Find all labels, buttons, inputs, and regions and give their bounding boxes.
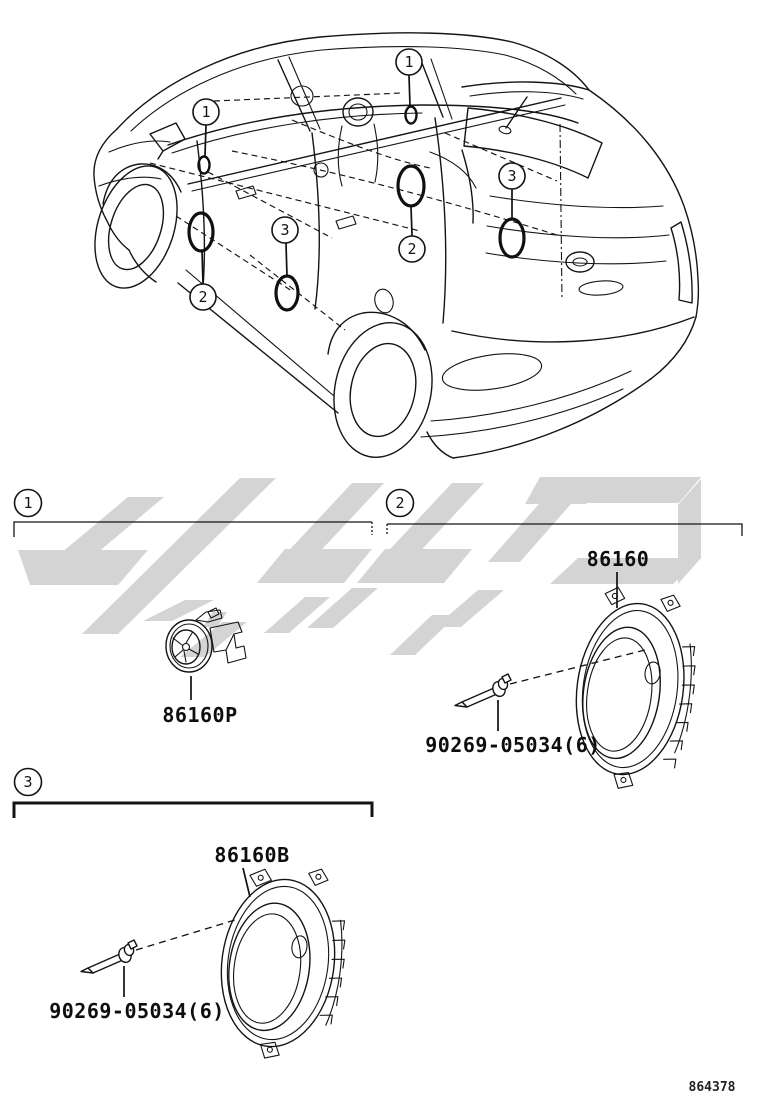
part-number-label-screw-rear: 90269-05034(6) <box>49 999 225 1023</box>
part-number-label-screw-front: 90269-05034(6) <box>425 733 601 757</box>
callout-number: 3 <box>280 221 290 239</box>
callout-number: 1 <box>404 53 414 71</box>
part-number-label-front-door-speaker: 86160 <box>586 547 650 571</box>
section-ref-number: 2 <box>395 494 405 512</box>
rear-door-speaker-illustration <box>209 857 356 1067</box>
car-callouts <box>189 49 525 310</box>
section-3-ref-badge <box>15 769 42 796</box>
callout-number: 3 <box>507 167 517 185</box>
callout-number: 2 <box>407 240 417 258</box>
callout-rear-door-left <box>272 217 298 310</box>
car-body-outline <box>94 33 698 458</box>
label-leader-line <box>243 868 250 897</box>
front-door-speaker-illustration <box>564 584 707 797</box>
callout-front-pillar-right <box>396 49 422 124</box>
section-2-ref-badge <box>387 490 414 517</box>
screw-illustration-rear <box>81 920 235 997</box>
callout-number: 1 <box>201 103 211 121</box>
car-illustration <box>80 33 698 467</box>
part-number-label-rear-door-speaker: 86160B <box>214 843 290 867</box>
screw-illustration-front <box>455 650 645 731</box>
section-ref-number: 1 <box>23 494 33 512</box>
section-3 <box>14 769 372 1068</box>
callout-front-door-right <box>398 166 425 262</box>
callout-rear-door-right <box>499 163 525 257</box>
page-number: 864378 <box>688 1080 736 1095</box>
part-number-label-tweeter: 86160P <box>162 703 238 727</box>
section-1-ref-badge <box>15 490 42 517</box>
callout-number: 2 <box>198 288 208 306</box>
section-3-bracket <box>14 803 372 818</box>
section-ref-number: 3 <box>23 773 33 791</box>
